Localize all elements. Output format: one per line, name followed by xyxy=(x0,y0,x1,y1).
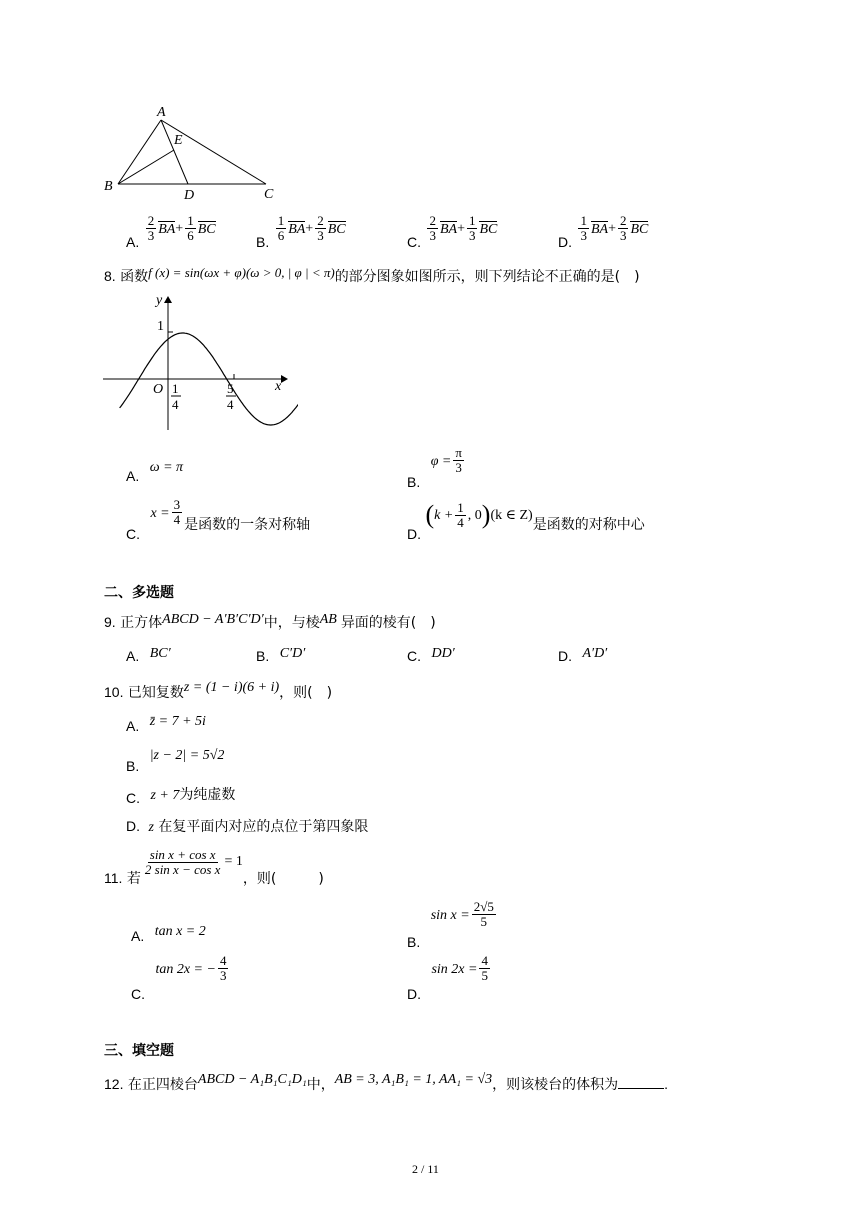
q10-stem: 10. 已知复数z = (1 − i)(6 + i)，则( ) xyxy=(104,680,333,701)
axis-y-label: y xyxy=(156,293,163,308)
axis-x-label: x xyxy=(275,379,282,394)
q8-option-a[interactable]: A. ω = π xyxy=(126,460,184,484)
vertex-b: B xyxy=(104,179,113,194)
svg-text:5: 5 xyxy=(227,381,234,396)
q9-option-d[interactable]: D. A′D′ xyxy=(558,646,608,664)
q10-option-b[interactable]: B. |z − 2| = 5√2 xyxy=(126,748,225,774)
q7-option-c[interactable]: C. $\frac{2}{3}$ BA+ $\frac{1}{3}$ BC xyxy=(407,213,498,250)
svg-text:4: 4 xyxy=(227,397,234,412)
vertex-a: A xyxy=(157,105,166,120)
q7-option-d[interactable]: D. $\frac{1}{3}$ BA+ $\frac{2}{3}$ BC xyxy=(558,213,649,250)
q11-option-a[interactable]: A. tan x = 2 xyxy=(131,924,206,944)
q10-option-d[interactable]: D. z 在复平面内对应的点位于第四象限 xyxy=(126,818,369,835)
q9-option-b[interactable]: B. C′D′ xyxy=(256,646,306,664)
q8-stem: 8. 函数f (x) = sin(ωx + φ)(ω > 0, | φ | < π)的部分图象如图所示，则下列结论不正确的是( ) xyxy=(104,265,640,285)
vertex-c: C xyxy=(264,187,274,202)
q7-option-b[interactable]: B. $\frac{1}{6}$ BA+ $\frac{2}{3}$ BC xyxy=(256,213,346,250)
q8-option-d[interactable]: D. (k + $\frac{1}{4}$ , 0)(k ∈ Z)是函数的对称中心 xyxy=(407,499,645,542)
q9-option-a[interactable]: A. BC′ xyxy=(126,646,171,664)
y-tick-one: 1 xyxy=(157,319,164,334)
q8-option-b[interactable]: B. φ = $\frac{\pi}{3}$ xyxy=(407,445,462,490)
vertex-d: D xyxy=(184,188,195,203)
answer-blank[interactable] xyxy=(618,1076,664,1089)
q9-option-c[interactable]: C. DD′ xyxy=(407,646,455,664)
q11-option-c[interactable]: C. tan 2x = − $\frac{4}{3}$ xyxy=(131,953,227,1002)
q11-option-d[interactable]: D. sin 2x = $\frac{4}{5}$ xyxy=(407,953,488,1002)
sine-graph xyxy=(98,290,298,440)
svg-text:4: 4 xyxy=(172,397,179,412)
svg-text:1: 1 xyxy=(172,381,179,396)
page-number: 2 / 11 xyxy=(412,1162,439,1176)
q11-option-b[interactable]: B. sin x = $\frac{2√5}{5}$ xyxy=(407,899,494,950)
q8-option-c[interactable]: C. x = $\frac{3}{4}$ 是函数的一条对称轴 xyxy=(126,497,311,542)
section-fill-blank-title: 三、填空题 xyxy=(104,1043,174,1059)
section-multi-choice-title: 二、多选题 xyxy=(104,585,174,601)
q10-option-a[interactable]: A. z̄ = 7 + 5i xyxy=(126,714,206,734)
q12-stem: 12. 在正四棱台ABCD − A₁B₁C₁D₁中，AB = 3, A₁B₁ = 1, AA₁ = √3，则该棱台的体积为 . xyxy=(104,1072,669,1093)
q7-option-a[interactable]: A. $\frac{2}{3}$ BA+ $\frac{1}{6}$ BC xyxy=(126,213,216,250)
origin-label: O xyxy=(153,382,164,397)
q11-stem: 11. 若 $\frac{\text{sin x + cos x}}{\text{2 sin x − cos x}}$ = 1，则( ) xyxy=(104,847,324,887)
q10-option-c[interactable]: C. z + 7为纯虚数 xyxy=(126,787,236,806)
triangle-figure xyxy=(98,100,288,205)
q9-stem: 9. 正方体ABCD − A′B′C′D′中，与棱AB 异面的棱有( ) xyxy=(104,612,436,631)
vertex-e: E xyxy=(174,133,183,148)
